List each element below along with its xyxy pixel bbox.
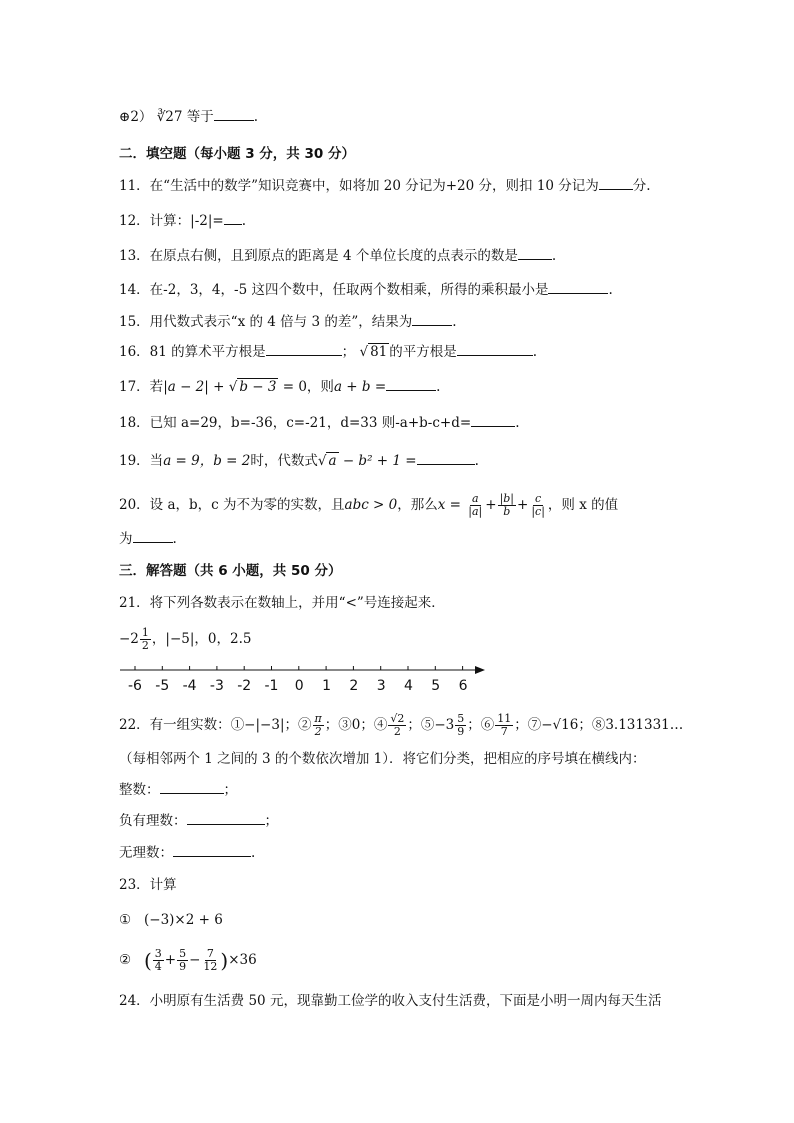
answer-blank[interactable]: [518, 247, 552, 260]
cube-root: ∛27: [156, 109, 183, 125]
tick-label: -1: [264, 678, 279, 694]
question-19: 19．当a = 9，b = 2时，代数式√ a − b² + 1 = .: [119, 453, 479, 469]
plus-circle-icon: ⊕: [119, 109, 131, 125]
question-11: 11．在“生活中的数学”知识竞赛中，如将加 20 分记为+20 分，则扣 10 分记为 分.: [119, 178, 651, 194]
tick-label: 0: [294, 678, 304, 694]
irrationals-blank[interactable]: [173, 844, 251, 857]
negative-rationals-line: 负有理数： ；: [119, 813, 278, 829]
section3-title: 三．解答题（共 6 小题，共 50 分）: [119, 563, 342, 579]
answer-blank[interactable]: [457, 343, 533, 356]
answer-blank[interactable]: [224, 212, 242, 225]
question-16: 16．81 的算术平方根是 ； √ 81 的平方根是 .: [119, 344, 538, 360]
integers-line: 整数： ；: [119, 782, 237, 798]
question-23-part1: ① (−3)×2 + 6: [119, 912, 223, 928]
tick-label: 2: [349, 678, 359, 694]
tick-label: 4: [404, 678, 413, 694]
question-15: 15．用代数式表示“x 的 4 倍与 3 的差”，结果为 .: [119, 314, 457, 330]
question-21: 21．将下列各数表示在数轴上，并用“<”号连接起来．: [119, 595, 445, 611]
answer-blank[interactable]: [214, 108, 254, 121]
question-14: 14．在-2，3，4，-5 这四个数中，任取两个数相乘，所得的乘积最小是 .: [119, 282, 613, 298]
tick-label: -3: [209, 678, 224, 694]
question-12: 12．计算：|-2|= .: [119, 213, 247, 229]
question-20-line2: 为 .: [119, 531, 177, 547]
answer-blank[interactable]: [599, 177, 633, 190]
negative-rationals-blank[interactable]: [187, 812, 265, 825]
top-line: ⊕2） ∛27 等于 .: [119, 109, 259, 125]
answer-blank[interactable]: [133, 530, 173, 543]
tick-label: 1: [322, 678, 332, 694]
integers-blank[interactable]: [160, 781, 224, 794]
tick-label: -2: [237, 678, 252, 694]
section2-title: 二．填空题（每小题 3 分，共 30 分）: [119, 146, 355, 162]
answer-blank[interactable]: [386, 378, 436, 391]
question-22-note: （每相邻两个 1 之间的 3 的个数依次增加 1）．将它们分类，把相应的序号填在横线内：: [119, 751, 646, 767]
question-21-numbers: −2 $\frac{1}{2}$ ，|−5|，0，2.5: [119, 626, 252, 652]
question-23: 23．计算: [119, 877, 177, 893]
answer-blank[interactable]: [417, 452, 475, 465]
question-23-part2: ② ( $\frac{3}{4}$ + $\frac{5}{9}$ − $\frac{7}{12}$ )×36: [119, 947, 257, 973]
tick-label: 5: [431, 678, 441, 694]
answer-blank[interactable]: [471, 414, 515, 427]
tick-label: 6: [458, 678, 468, 694]
question-13: 13．在原点右侧，且到原点的距离是 4 个单位长度的点表示的数是 .: [119, 248, 557, 264]
question-22: 22．有一组实数：①−|−3|；② $\frac{\pi}{2}$ ；③0；④ $\frac{√2}{2}$ ；⑤−3 $\frac{5}{9}$ ；⑥ $\frac{11}{7}$ ；⑦−√16；⑧3.131331…: [119, 712, 684, 738]
tick-label: -4: [182, 678, 197, 694]
irrationals-line: 无理数： .: [119, 845, 256, 861]
question-17: 17．若|a − 2| + √ b − 3 = 0，则a + b = .: [119, 379, 441, 395]
question-24: 24．小明原有生活费 50 元，现靠勤工俭学的收入支付生活费，下面是小明一周内每天生活: [119, 993, 662, 1009]
tick-label: -6: [128, 678, 142, 694]
tick-label: -5: [155, 678, 170, 694]
question-18: 18．已知 a=29，b=-36，c=-21，d=33 则-a+b-c+d= .: [119, 415, 520, 431]
answer-blank[interactable]: [412, 313, 452, 326]
answer-blank[interactable]: [548, 281, 608, 294]
question-20: 20．设 a，b，c 为不为零的实数，且abc > 0，那么x = $\frac{a}{|a|}$ + $\frac{|b|}{b}$ + $\frac{c}{|c|}$ ，则 x 的值: [119, 492, 619, 518]
answer-blank[interactable]: [266, 343, 342, 356]
tick-label: 3: [376, 678, 386, 694]
arrow-icon: [475, 666, 485, 674]
